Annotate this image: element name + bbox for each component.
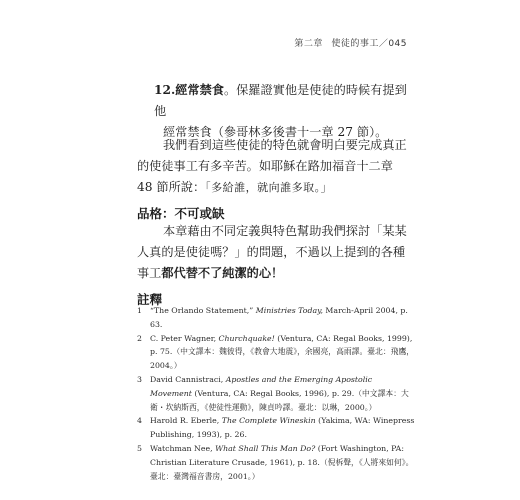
notes-heading: 註釋 [137, 292, 163, 307]
paragraph-text: 我們看到這些使徒的特色就會明白要完成真正的使徒事工有多辛苦。如耶穌在路加福音十二章 48 節所說： [137, 138, 407, 194]
section-heading: 品格：不可或缺 [137, 206, 225, 221]
note-text: March-April 2004, p. 63. [150, 306, 408, 329]
note-item [137, 414, 415, 442]
note-text: C. Peter Wagner, [150, 333, 219, 343]
running-header [294, 36, 407, 49]
chapter-label: 第二章 [294, 39, 323, 49]
note-work-title: Ministries Today, [255, 306, 323, 315]
note-number: 3 [137, 374, 142, 384]
note-text: David Cannistraci, [150, 374, 226, 384]
note-number: 1 [137, 306, 142, 315]
note-text: (Fort Washington, PA: Christian Literature Crusade, 1961), p. 18.（倪柝聲，《人將來如何》。臺北：臺灣福音書房，2001。） [150, 443, 414, 481]
note-work-title: The Complete Wineskin [221, 416, 316, 426]
paragraph-text: 本章藉由不同定義與特色幫助我們探討「某某人真的是使徒嗎？」的問題，不過以上提到的各種事工 [137, 224, 407, 280]
item-text-line1: 。保羅證實他是使徒的時候有提到他 [154, 83, 407, 118]
note-work-title: Churchquake! [218, 333, 275, 343]
note-text: (Yakima, WA: Winepress Publishing, 1993), p. 26. [150, 416, 415, 440]
note-item [137, 332, 415, 373]
note-item [137, 304, 415, 332]
note-text: (Ventura, CA: Regal Books, 1999), p. 75.（中文譯本：魏彼得，《教會大地震》，余國亮，高雨譯。臺北：飛鷹，2004。） [150, 333, 415, 371]
note-text: Watchman Nee, [150, 443, 216, 453]
list-item-fasting [154, 80, 412, 143]
note-item [137, 442, 415, 483]
item-text-line2: 經常禁食（參哥林多後書十一章 27 節）。 [163, 125, 388, 139]
item-number: 12. [154, 83, 176, 97]
body-paragraph-2 [137, 221, 412, 284]
note-text: (Ventura, CA: Regal Books, 1996), p. 29.（中文譯本：大衛・坎納斯西，《使徒性運動》，陳貞吟譯。臺北：以琳，2000。） [150, 388, 409, 412]
note-number: 2 [137, 333, 142, 343]
chapter-title-page: 使徒的事工／045 [331, 39, 407, 49]
item-title: 經常禁食 [175, 83, 224, 97]
note-number: 5 [137, 443, 142, 453]
note-work-title: What Shall This Man Do? [215, 443, 316, 453]
note-work-title: Apostles and the Emerging Apostolic Movement [150, 374, 373, 398]
scripture-quote: 「多給誰，就向誰多取。」 [205, 181, 333, 194]
note-text: “The Orlando Statement,” [150, 306, 256, 315]
note-text: Harold R. Eberle, [150, 416, 222, 426]
note-item [137, 373, 415, 414]
body-paragraph-1 [137, 135, 412, 198]
notes-list [137, 304, 415, 483]
note-number: 4 [137, 416, 142, 426]
emphasis-text: 都代替不了純潔的心！ [161, 266, 284, 280]
